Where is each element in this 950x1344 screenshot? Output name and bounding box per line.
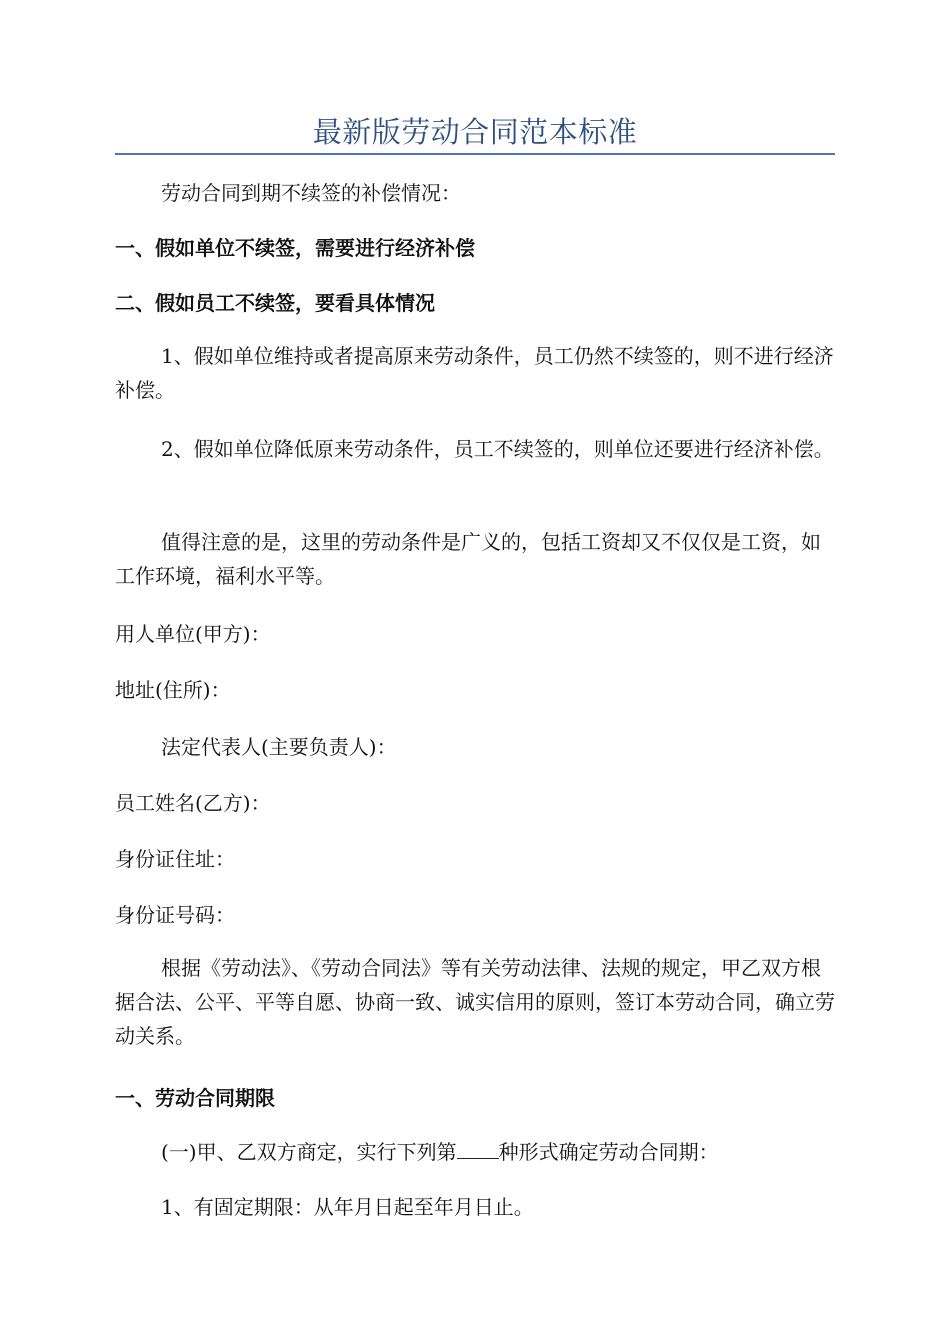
field-legal-representative: 法定代表人(主要负责人)： <box>161 735 397 759</box>
field-employer: 用人单位(甲方)： <box>115 622 271 646</box>
heading-employer-no-renew: 一、假如单位不续签，需要进行经济补偿 <box>115 236 475 260</box>
paragraph-note: 值得注意的是，这里的劳动条件是广义的，包括工资却又不仅仅是工资，如工作环境，福利水平等。 <box>115 530 821 588</box>
term-form-text-before: (一)甲、乙双方商定，实行下列第 <box>161 1140 457 1164</box>
field-id-number: 身份证号码： <box>115 903 235 927</box>
paragraph-term-form <box>115 1135 837 1169</box>
term-form-text-after: 种形式确定劳动合同期： <box>498 1140 719 1164</box>
field-employee-name: 员工姓名(乙方)： <box>115 791 271 815</box>
field-address: 地址(住所)： <box>115 678 231 702</box>
document-title: 最新版劳动合同范本标准 <box>312 115 638 149</box>
intro-paragraph: 劳动合同到期不续签的补偿情况： <box>161 181 461 205</box>
field-id-address: 身份证住址： <box>115 847 235 871</box>
paragraph-item-1: 1、假如单位维持或者提高原来劳动条件，员工仍然不续签的，则不进行经济补偿。 <box>115 344 834 402</box>
heading-employee-no-renew: 二、假如员工不续签，要看具体情况 <box>115 291 435 315</box>
title-underline <box>115 153 835 155</box>
paragraph-legal-basis: 根据《劳动法》、《劳动合同法》等有关劳动法律、法规的规定，甲乙双方根据合法、公平、平等自愿、协商一致、诚实信用的原则，签订本劳动合同，确立劳动关系。 <box>115 956 835 1048</box>
term-form-blank[interactable] <box>457 1140 499 1159</box>
paragraph-item-2: 2、假如单位降低原来劳动条件，员工不续签的，则单位还要进行经济补偿。 <box>161 437 834 461</box>
paragraph-fixed-term: 1、有固定期限：从年月日起至年月日止。 <box>161 1195 534 1219</box>
heading-contract-term: 一、劳动合同期限 <box>115 1086 275 1110</box>
